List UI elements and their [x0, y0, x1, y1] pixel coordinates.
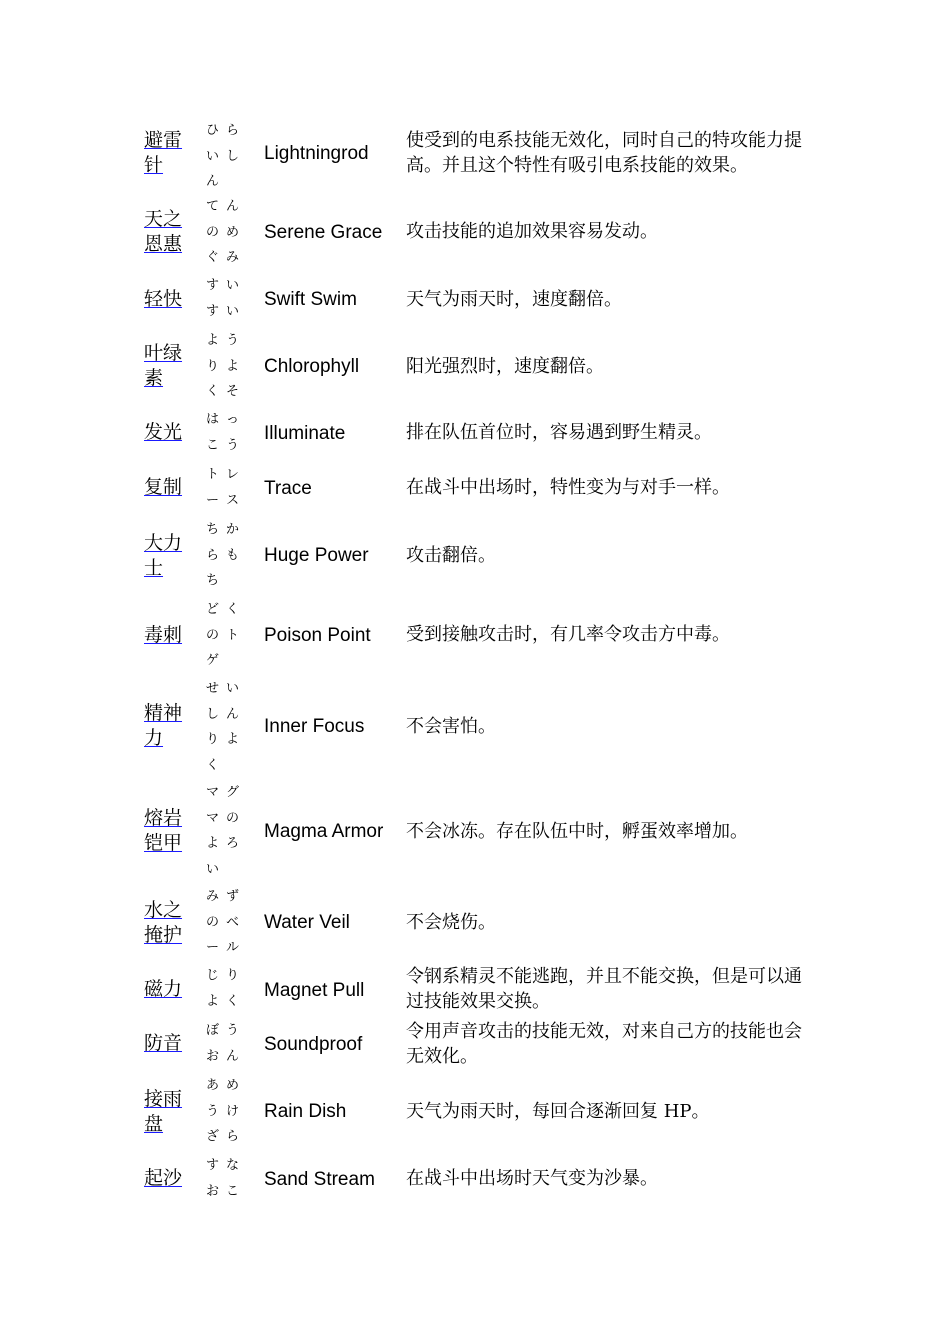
- kana-char: く: [206, 757, 220, 773]
- ability-cn-link[interactable]: 轻快: [144, 288, 183, 310]
- kana-char: う: [226, 333, 240, 348]
- kana-char: し: [226, 148, 240, 164]
- kana-char: ち: [206, 573, 220, 588]
- ability-cn-link[interactable]: 水之掩护: [144, 899, 183, 946]
- kana-char: よ: [206, 993, 220, 1009]
- kana-char: お: [206, 1183, 220, 1199]
- kana-char: ず: [226, 889, 240, 904]
- ability-description: 排在队伍首位时，容易遇到野生精灵。: [406, 422, 712, 443]
- ability-description: 天气为雨天时，速度翻倍。: [406, 289, 622, 310]
- kana-char: ざ: [206, 1129, 220, 1144]
- kana-char: ら: [226, 1129, 240, 1144]
- kana-char: [226, 857, 246, 883]
- ability-kana: [206, 462, 246, 513]
- kana-char: ー: [206, 940, 220, 955]
- kana-char: よ: [206, 333, 220, 348]
- kana-char: り: [206, 732, 220, 747]
- ability-description: 不会冰冻。存在队伍中时，孵蛋效率增加。: [406, 821, 748, 842]
- kana-char: み: [206, 889, 220, 904]
- kana-char: も: [226, 547, 240, 563]
- kana-char: マ: [206, 810, 220, 826]
- kana-char: い: [206, 148, 220, 164]
- ability-en-name: Serene Grace: [264, 222, 383, 243]
- ability-kana: [206, 676, 246, 778]
- kana-char: じ: [206, 968, 220, 983]
- ability-kana: [206, 517, 246, 594]
- kana-char: こ: [226, 1183, 240, 1199]
- kana-char: そ: [226, 384, 240, 399]
- kana-char: は: [206, 412, 220, 427]
- ability-kana: [206, 407, 246, 458]
- ability-kana: [206, 1073, 246, 1150]
- kana-char: な: [226, 1158, 240, 1173]
- ability-en-name: Lightningrod: [264, 143, 369, 164]
- kana-char: い: [226, 681, 240, 696]
- kana-char: し: [206, 706, 220, 722]
- kana-char: ち: [206, 522, 220, 537]
- ability-description: 阳光强烈时，速度翻倍。: [406, 356, 604, 377]
- kana-char: す: [206, 278, 220, 293]
- kana-char: く: [226, 602, 240, 617]
- ability-kana: [206, 884, 246, 961]
- ability-en-name: Poison Point: [264, 625, 371, 646]
- ability-en-name: Huge Power: [264, 545, 369, 566]
- ability-en-name: Swift Swim: [264, 289, 357, 310]
- ability-description: 攻击翻倍。: [406, 545, 496, 566]
- kana-char: [226, 169, 246, 195]
- ability-en-name: Chlorophyll: [264, 356, 360, 377]
- kana-char: ト: [226, 627, 240, 643]
- kana-char: の: [206, 914, 220, 930]
- ability-en-name: Trace: [264, 478, 312, 499]
- ability-kana: [206, 118, 246, 195]
- ability-en-name: Magnet Pull: [264, 980, 365, 1001]
- ability-en-name: Rain Dish: [264, 1101, 347, 1122]
- kana-char: [226, 753, 246, 779]
- kana-char: て: [206, 199, 220, 214]
- ability-description: 令钢系精灵不能逃跑，并且不能交换，但是可以通过技能效果交换。: [406, 966, 802, 1012]
- kana-char: ら: [226, 123, 240, 138]
- kana-char: ベ: [226, 914, 240, 930]
- kana-char: ぐ: [206, 250, 220, 265]
- kana-char: ル: [226, 940, 240, 955]
- ability-cn-link[interactable]: 防音: [144, 1032, 183, 1054]
- ability-cn-link[interactable]: 起沙: [144, 1167, 183, 1189]
- kana-char: よ: [226, 732, 240, 747]
- kana-char: [226, 568, 246, 594]
- kana-char: よ: [226, 358, 240, 374]
- ability-cn-link[interactable]: 磁力: [144, 978, 183, 1000]
- ability-cn-link[interactable]: 天之恩惠: [144, 208, 183, 255]
- ability-description: 使受到的电系技能无效化，同时自己的特攻能力提高。并且这个特性有吸引电系技能的效果。: [406, 130, 802, 176]
- kana-char: マ: [206, 785, 220, 800]
- ability-kana: [206, 1018, 246, 1069]
- ability-kana: [206, 194, 246, 271]
- kana-char: レ: [226, 467, 240, 482]
- kana-char: ひ: [206, 123, 220, 138]
- kana-char: り: [226, 968, 240, 983]
- kana-char: す: [206, 303, 220, 319]
- ability-description: 天气为雨天时，每回合逐渐回复 HP。: [406, 1101, 710, 1122]
- ability-kana: [206, 963, 246, 1014]
- ability-en-name: Sand Stream: [264, 1169, 375, 1190]
- kana-char: せ: [206, 681, 220, 696]
- kana-char: う: [226, 437, 240, 453]
- kana-char: ん: [226, 199, 240, 214]
- ability-cn-link[interactable]: 叶绿素: [144, 342, 183, 389]
- ability-en-name: Magma Armor: [264, 821, 384, 842]
- ability-description: 在战斗中出场时天气变为沙暴。: [406, 1168, 658, 1189]
- ability-kana: [206, 780, 246, 882]
- kana-char: い: [226, 278, 240, 293]
- ability-cn-link[interactable]: 避雷针: [144, 129, 183, 176]
- kana-char: っ: [226, 412, 240, 427]
- ability-cn-link[interactable]: 复制: [144, 476, 183, 498]
- kana-char: い: [206, 861, 220, 877]
- kana-char: ス: [226, 492, 240, 508]
- ability-cn-link[interactable]: 大力士: [144, 532, 183, 579]
- kana-char: [226, 648, 246, 674]
- kana-char: ら: [206, 547, 220, 563]
- kana-char: ん: [206, 174, 220, 189]
- kana-char: ん: [226, 706, 240, 722]
- kana-char: ろ: [226, 836, 240, 851]
- kana-char: ん: [226, 1048, 240, 1064]
- ability-en-name: Soundproof: [264, 1034, 363, 1055]
- kana-char: の: [206, 627, 220, 643]
- kana-char: ー: [206, 492, 220, 508]
- kana-char: く: [206, 384, 220, 399]
- kana-char: の: [226, 810, 240, 826]
- kana-char: け: [226, 1103, 240, 1119]
- kana-char: こ: [206, 437, 220, 453]
- ability-en-name: Illuminate: [264, 423, 346, 444]
- kana-char: ト: [206, 467, 220, 482]
- ability-kana: [206, 1153, 246, 1204]
- ability-cn-link[interactable]: 接雨盘: [144, 1088, 183, 1135]
- kana-char: ぼ: [206, 1023, 220, 1038]
- kana-char: い: [226, 303, 240, 319]
- kana-char: み: [226, 250, 240, 265]
- kana-char: め: [226, 1078, 240, 1093]
- ability-description: 不会害怕。: [406, 716, 496, 737]
- kana-char: ゲ: [206, 653, 220, 668]
- ability-description: 不会烧伤。: [406, 912, 496, 933]
- ability-cn-link[interactable]: 发光: [144, 421, 183, 443]
- kana-char: よ: [206, 836, 220, 851]
- ability-en-name: Water Veil: [264, 912, 350, 933]
- kana-char: お: [206, 1048, 220, 1064]
- ability-en-name: Inner Focus: [264, 716, 365, 737]
- ability-kana: [206, 328, 246, 405]
- kana-char: グ: [226, 785, 240, 800]
- kana-char: か: [226, 522, 240, 537]
- ability-description: 令用声音攻击的技能无效，对来自己方的技能也会无效化。: [406, 1021, 802, 1067]
- kana-char: の: [206, 224, 220, 240]
- kana-char: く: [226, 993, 240, 1009]
- kana-char: う: [226, 1023, 240, 1038]
- ability-description: 受到接触攻击时，有几率令攻击方中毒。: [406, 624, 730, 645]
- kana-char: ど: [206, 602, 220, 617]
- kana-char: め: [226, 224, 240, 240]
- kana-char: り: [206, 358, 220, 374]
- ability-kana: [206, 273, 246, 324]
- ability-cn-link[interactable]: 熔岩铠甲: [144, 807, 183, 854]
- ability-cn-link[interactable]: 毒刺: [144, 624, 183, 646]
- ability-cn-link[interactable]: 精神力: [144, 702, 183, 749]
- kana-char: す: [206, 1158, 220, 1173]
- ability-description: 在战斗中出场时，特性变为与对手一样。: [406, 477, 730, 498]
- ability-kana: [206, 597, 246, 674]
- kana-char: う: [206, 1103, 220, 1119]
- kana-char: あ: [206, 1078, 220, 1093]
- ability-description: 攻击技能的追加效果容易发动。: [406, 221, 658, 242]
